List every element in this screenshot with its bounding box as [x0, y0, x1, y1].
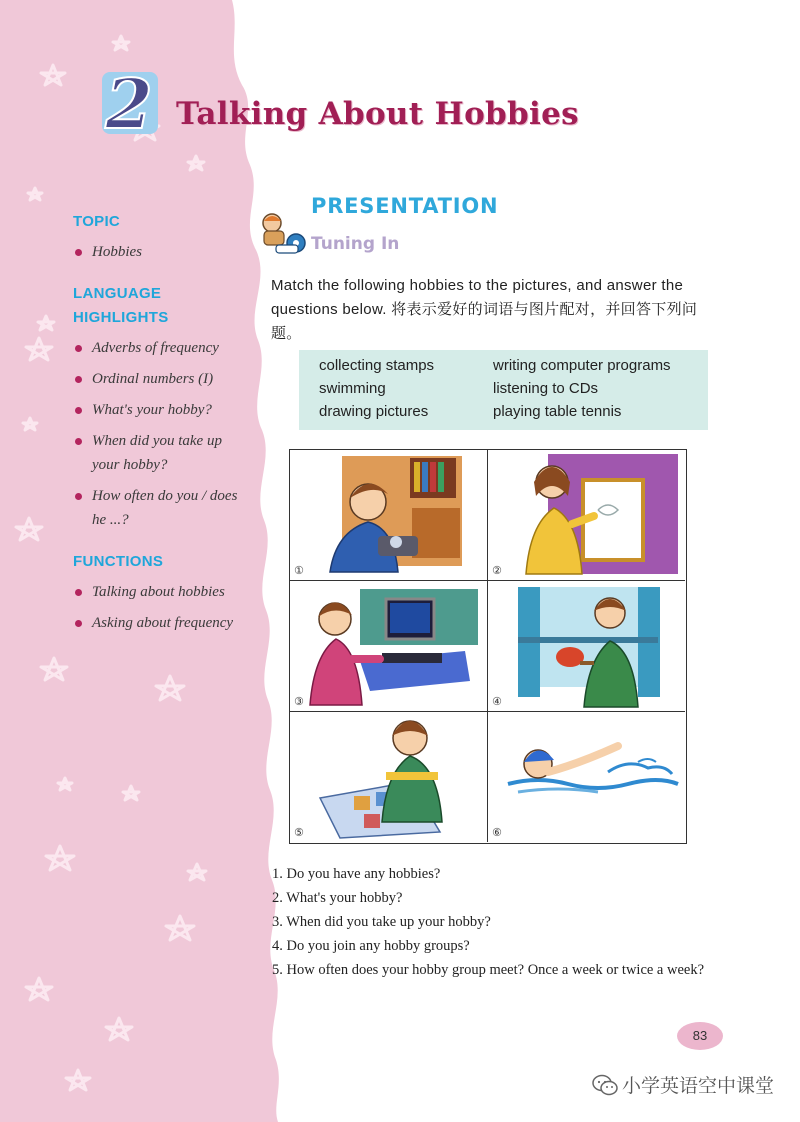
sidebar-heading-functions: FUNCTIONS	[73, 553, 164, 570]
girl-at-computer-picture	[290, 581, 488, 712]
question-item: 2. What's your hobby?	[272, 890, 403, 906]
unit-number: 2	[105, 66, 153, 140]
language-highlights-list	[73, 336, 243, 532]
boy-stamp-album-picture	[290, 712, 488, 842]
page-number: 83	[677, 1022, 723, 1050]
bullet-icon	[75, 407, 82, 414]
bullet-icon	[75, 589, 82, 596]
picture-cell-4	[488, 581, 685, 712]
functions-list	[73, 580, 243, 635]
list-item: Ordinal numbers (I)	[73, 367, 243, 391]
picture-number: ④	[492, 695, 502, 708]
section-title: PRESENTATION	[311, 194, 499, 218]
picture-number: ⑥	[492, 826, 502, 839]
word-bank-item: drawing pictures	[319, 403, 429, 420]
bullet-icon	[75, 493, 82, 500]
sidebar	[73, 210, 243, 653]
list-item: How often do you / does he ...?	[73, 484, 243, 532]
list-item: Adverbs of frequency	[73, 336, 243, 360]
word-bank-item: playing table tennis	[493, 403, 622, 420]
bullet-icon	[75, 249, 82, 256]
word-bank-item: swimming	[319, 380, 386, 397]
word-bank-item: writing computer programs	[493, 357, 671, 374]
picture-number: ③	[294, 695, 304, 708]
instructions: Match the following hobbies to the pictures, and answer the questions below. 将表示爱好的词语与图片配对，并回答下列问题。	[271, 277, 698, 342]
picture-cell-3	[290, 581, 488, 712]
picture-cell-1	[290, 450, 488, 581]
question-item: 5. How often does your hobby group meet? Once a week or twice a week?	[272, 962, 705, 978]
picture-number: ⑤	[294, 826, 304, 839]
bullet-icon	[75, 620, 82, 627]
list-item: What's your hobby?	[73, 398, 243, 422]
boy-with-cd-player-picture	[290, 450, 488, 581]
unit-number-badge	[96, 66, 166, 140]
subsection-title: Tuning In	[311, 234, 400, 254]
question-item: 1. Do you have any hobbies?	[272, 866, 441, 882]
picture-cell-5	[290, 712, 488, 842]
question-list	[272, 862, 704, 982]
list-item: Talking about hobbies	[73, 580, 243, 604]
word-bank	[299, 350, 708, 430]
topic-list	[73, 240, 243, 264]
unit-title: Talking About Hobbies	[176, 96, 579, 132]
girl-drawing-picture	[488, 450, 685, 581]
picture-number: ②	[492, 564, 502, 577]
list-item: When did you take up your hobby?	[73, 429, 243, 477]
picture-number: ①	[294, 564, 304, 577]
sidebar-heading-topic: TOPIC	[73, 213, 121, 230]
picture-cell-6	[488, 712, 685, 842]
picture-grid	[289, 449, 687, 844]
sidebar-heading-language-highlights: LANGUAGE HIGHLIGHTS	[73, 285, 169, 326]
watermark	[592, 1071, 774, 1098]
boy-table-tennis-picture	[488, 581, 685, 712]
word-bank-item: collecting stamps	[319, 357, 435, 374]
swimmer-picture	[488, 712, 685, 842]
word-bank-item: listening to CDs	[493, 380, 599, 397]
bullet-icon	[75, 438, 82, 445]
picture-cell-2	[488, 450, 685, 581]
wechat-icon	[592, 1074, 618, 1096]
watermark-text: 小学英语空中课堂	[622, 1075, 775, 1097]
question-item: 3. When did you take up your hobby?	[272, 914, 491, 930]
list-item: Hobbies	[73, 240, 243, 264]
list-item: Asking about frequency	[73, 611, 243, 635]
mascot-icon	[256, 209, 308, 259]
bullet-icon	[75, 345, 82, 352]
question-item: 4. Do you join any hobby groups?	[272, 938, 470, 954]
bullet-icon	[75, 376, 82, 383]
